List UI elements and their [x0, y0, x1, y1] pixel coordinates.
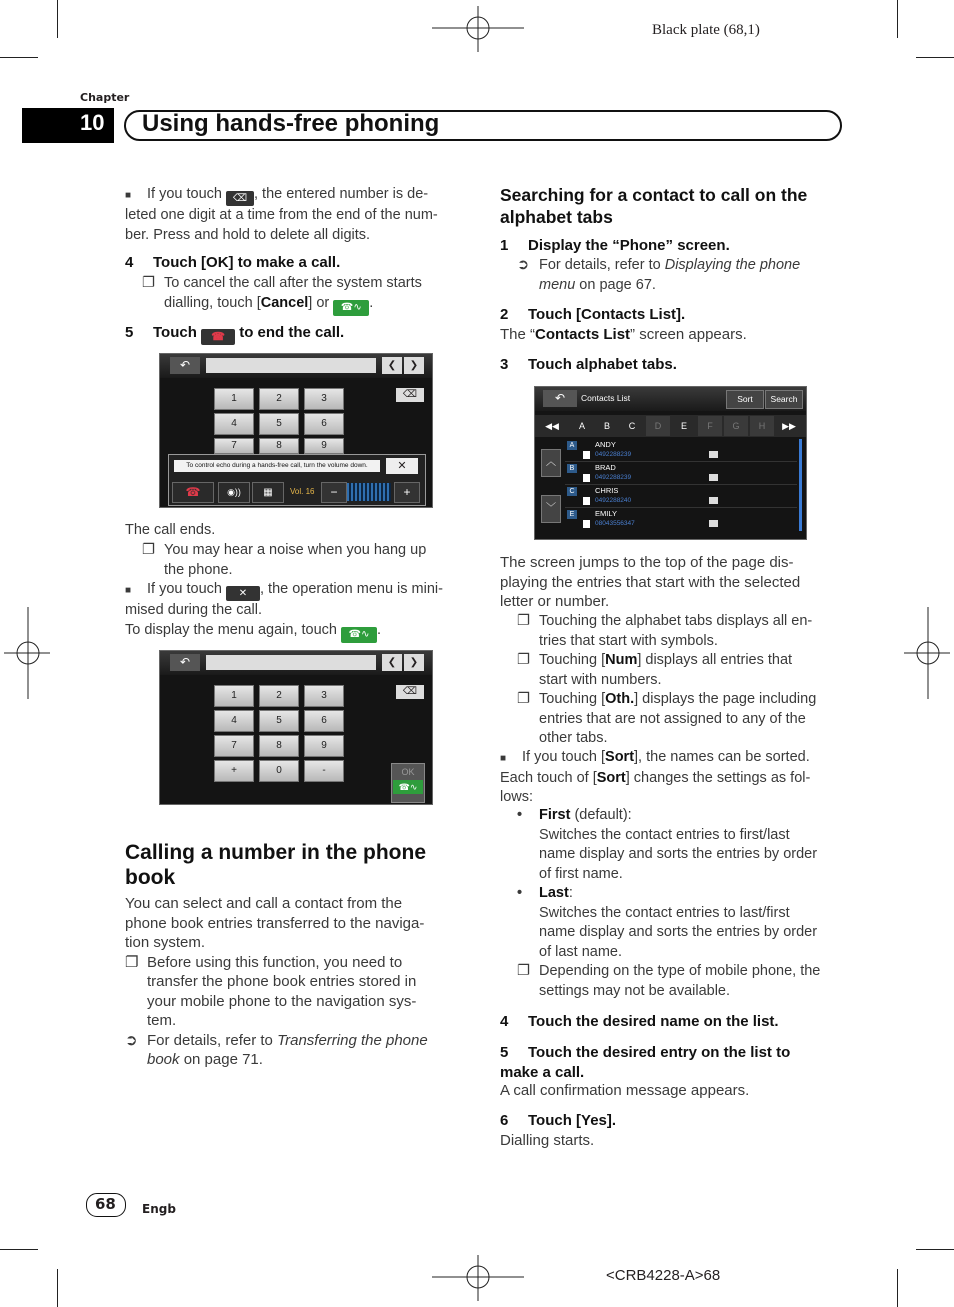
backspace-icon[interactable]: ⌫ — [396, 388, 424, 402]
contact-name: ANDY — [595, 440, 616, 449]
phone-icon — [583, 451, 590, 459]
audio-icon[interactable]: ◉)) — [218, 482, 250, 503]
list-item[interactable] — [565, 462, 797, 485]
folder-icon — [709, 497, 718, 504]
crop-mark — [916, 1249, 954, 1250]
scrollbar[interactable] — [799, 439, 802, 531]
sort-button[interactable]: Sort — [726, 390, 764, 409]
step-4-note: ❐ To cancel the call after the system starts dialling, touch [Cancel] or ☎∿ . — [142, 274, 472, 316]
crop-mark — [897, 1269, 898, 1307]
right-step-6-text: Dialling starts. — [500, 1132, 595, 1149]
jump-text: The screen jumps to the top of the page dis- playing the entries that start with the selected letter or number. — [500, 554, 801, 610]
key[interactable]: 4 — [214, 413, 254, 435]
right-step-1-ref: ➲ For details, refer to Displaying the phone menu on page 67. — [517, 257, 801, 293]
back-icon[interactable]: ↶ — [170, 357, 200, 374]
right-step-5-text: A call confirmation message appears. — [500, 1082, 750, 1099]
sort-note: ■ If you touch [Sort], the names can be sorted. Each touch of [Sort] changes the settings as fol- lows: — [500, 749, 811, 805]
close-popup-icon[interactable]: ✕ — [386, 458, 418, 474]
right-step-5: 5 Touch the desired entry on the list to make a call. — [500, 1044, 791, 1081]
right-step-1: 1 Display the “Phone” screen. — [500, 237, 730, 254]
letter-marker: A — [567, 441, 577, 450]
letter-marker: C — [567, 487, 577, 496]
tab-a[interactable]: A — [578, 421, 585, 431]
backspace-icon[interactable]: ⌫ — [396, 685, 424, 699]
contact-number: 08043556347 — [595, 520, 635, 527]
contacts-title: Contacts List — [581, 393, 631, 403]
chapter-number: 10 — [80, 110, 105, 135]
contact-number: 0492288239 — [595, 474, 632, 481]
key[interactable]: 9 — [304, 438, 344, 454]
prev-icon[interactable]: ❮ — [382, 654, 402, 671]
tab-d[interactable]: D — [646, 416, 670, 436]
tab-f[interactable]: F — [698, 416, 722, 436]
number-display — [206, 655, 376, 670]
right-step-2-text: The “Contacts List” screen appears. — [500, 326, 747, 343]
registration-mark-right — [904, 607, 950, 699]
registration-mark-top — [432, 6, 524, 52]
key[interactable]: 7 — [214, 735, 254, 757]
document-code: <CRB4228-A>68 — [606, 1267, 721, 1284]
folder-icon — [709, 520, 718, 527]
next-icon[interactable]: ❯ — [404, 357, 424, 374]
keypad-icon[interactable]: ▦ — [252, 482, 284, 503]
key[interactable]: 5 — [259, 710, 299, 732]
phone-book-intro: You can select and call a contact from the phone book entries transferred to the naviga- tion system. ❐ Before using this function, you need to transfer the phone book entries stored in your mobile phone to the navigation sys- tem. ➲ For details, refer to Transferring the phone book on page 71. — [125, 895, 428, 1068]
tab-e[interactable]: E — [680, 421, 687, 431]
plate-label: Black plate (68,1) — [652, 22, 760, 38]
right-step-6: 6 Touch [Yes]. — [500, 1112, 617, 1129]
echo-popup: To control echo during a hands-free call, turn the volume down. — [174, 460, 380, 472]
back-icon[interactable]: ↶ — [543, 390, 577, 407]
key[interactable]: 8 — [259, 735, 299, 757]
phone-icon — [583, 520, 590, 528]
scroll-up-icon[interactable]: ︿ — [541, 449, 561, 477]
crop-mark — [0, 57, 38, 58]
chapter-title: Using hands-free phoning — [142, 110, 440, 137]
noise-note: ❐ You may hear a noise when you hang up the phone. — [142, 542, 427, 578]
phone-call-icon: ☎∿ — [393, 780, 423, 794]
right-step-4: 4 Touch the desired name on the list. — [500, 1013, 779, 1030]
letter-marker: E — [567, 510, 577, 519]
ok-label: OK — [401, 767, 415, 777]
hang-up-button[interactable]: ☎ — [172, 482, 214, 503]
step-5: 5 Touch ☎ to end the call. — [125, 324, 345, 343]
contact-number: 0492288240 — [595, 497, 632, 504]
phone-icon — [583, 497, 590, 505]
crop-mark — [57, 1269, 58, 1307]
volume-meter — [347, 483, 391, 501]
number-display — [206, 358, 376, 373]
key[interactable]: 7 — [214, 438, 254, 454]
registration-mark-left — [4, 607, 50, 699]
key[interactable]: - — [304, 760, 344, 782]
ok-button[interactable] — [391, 763, 425, 803]
volume-down-button[interactable]: − — [321, 482, 347, 503]
step-4: 4 Touch [OK] to make a call. — [125, 254, 341, 271]
tab-g[interactable]: G — [724, 416, 748, 436]
first-page-icon[interactable]: ◀◀ — [545, 421, 559, 431]
call-ends-text: The call ends. — [125, 522, 216, 538]
tab-b[interactable]: B — [603, 421, 610, 431]
tab-c[interactable]: C — [628, 421, 636, 431]
section-title-alphabet: Searching for a contact to call on the alphabet tabs — [500, 185, 808, 227]
key[interactable]: 0 — [259, 760, 299, 782]
list-item[interactable] — [565, 485, 797, 508]
phone-icon — [583, 474, 590, 482]
key[interactable]: 1 — [214, 685, 254, 707]
tab-notes: ❐ Touching the alphabet tabs displays all en- tries that start with symbols. ❐ Touching [Num] displays all entries that start with numbers. ❐ Touching [Oth.] displays the page including entries that are not assigned to any of the other tabs. — [517, 613, 817, 746]
registration-mark-bottom — [432, 1255, 524, 1301]
contact-name: EMILY — [595, 509, 617, 518]
right-step-3: 3 Touch alphabet tabs. — [500, 356, 677, 373]
page-number: 68 — [95, 1195, 116, 1213]
phone-call-icon: ☎∿ — [341, 627, 377, 643]
language-code: Engb — [142, 1202, 176, 1216]
next-page-icon[interactable]: ▶▶ — [782, 421, 796, 431]
folder-icon — [709, 451, 718, 458]
folder-icon — [709, 474, 718, 481]
contact-name: BRAD — [595, 463, 616, 472]
bullet-minimise-note: ■ If you touch ✕ , the operation menu is mini- mised during the call. To display the menu again, touch ☎∿ . — [125, 580, 470, 643]
backspace-icon: ⌫ — [226, 191, 254, 206]
right-step-2: 2 Touch [Contacts List]. — [500, 306, 686, 323]
sort-options: • First (default): Switches the contact entries to first/last name display and sorts the entries by order of first name. • Last: Switches the contact entries to last/first name display and sorts the entries by order of last name. ❐ Depending on the type of mobile phone, the settings may not be available. — [517, 807, 821, 999]
phone-call-icon: ☎∿ — [333, 300, 369, 316]
crop-mark — [57, 0, 58, 38]
contacts-list-screen — [534, 386, 807, 540]
search-button[interactable]: Search — [765, 390, 803, 409]
chapter-label: Chapter — [80, 91, 130, 104]
list-item[interactable] — [565, 508, 797, 530]
key[interactable]: 8 — [259, 438, 299, 454]
dial-screen-calling — [159, 353, 433, 508]
contact-name: CHRIS — [595, 486, 619, 495]
close-icon: ✕ — [226, 586, 260, 601]
hang-up-icon: ☎ — [201, 329, 235, 345]
key[interactable]: 2 — [259, 685, 299, 707]
volume-label: Vol. 16 — [290, 487, 315, 496]
key[interactable]: 6 — [304, 710, 344, 732]
key[interactable]: 5 — [259, 413, 299, 435]
scroll-down-icon[interactable]: ﹀ — [541, 495, 561, 523]
key[interactable]: 4 — [214, 710, 254, 732]
crop-mark — [0, 1249, 38, 1250]
crop-mark — [916, 57, 954, 58]
crop-mark — [897, 0, 898, 38]
letter-marker: B — [567, 464, 577, 473]
bullet-delete-note: ■ If you touch ⌫ , the entered number is de- leted one digit at a time from the end of the num- ber. Press and hold to delete all digits. — [125, 186, 438, 243]
key[interactable]: 3 — [304, 388, 344, 410]
contact-number: 0492288239 — [595, 451, 632, 458]
key[interactable]: + — [214, 760, 254, 782]
prev-icon[interactable]: ❮ — [382, 357, 402, 374]
key[interactable]: 3 — [304, 685, 344, 707]
tab-h[interactable]: H — [750, 416, 774, 436]
section-title-phone-book: Calling a number in the phone book — [125, 841, 427, 889]
list-item[interactable] — [565, 439, 797, 462]
back-icon[interactable]: ↶ — [170, 654, 200, 671]
next-icon[interactable]: ❯ — [404, 654, 424, 671]
key[interactable]: 9 — [304, 735, 344, 757]
key[interactable]: 1 — [214, 388, 254, 410]
volume-up-button[interactable]: + — [394, 482, 420, 503]
dial-screen-minimised — [159, 650, 433, 805]
key[interactable]: 6 — [304, 413, 344, 435]
key[interactable]: 2 — [259, 388, 299, 410]
